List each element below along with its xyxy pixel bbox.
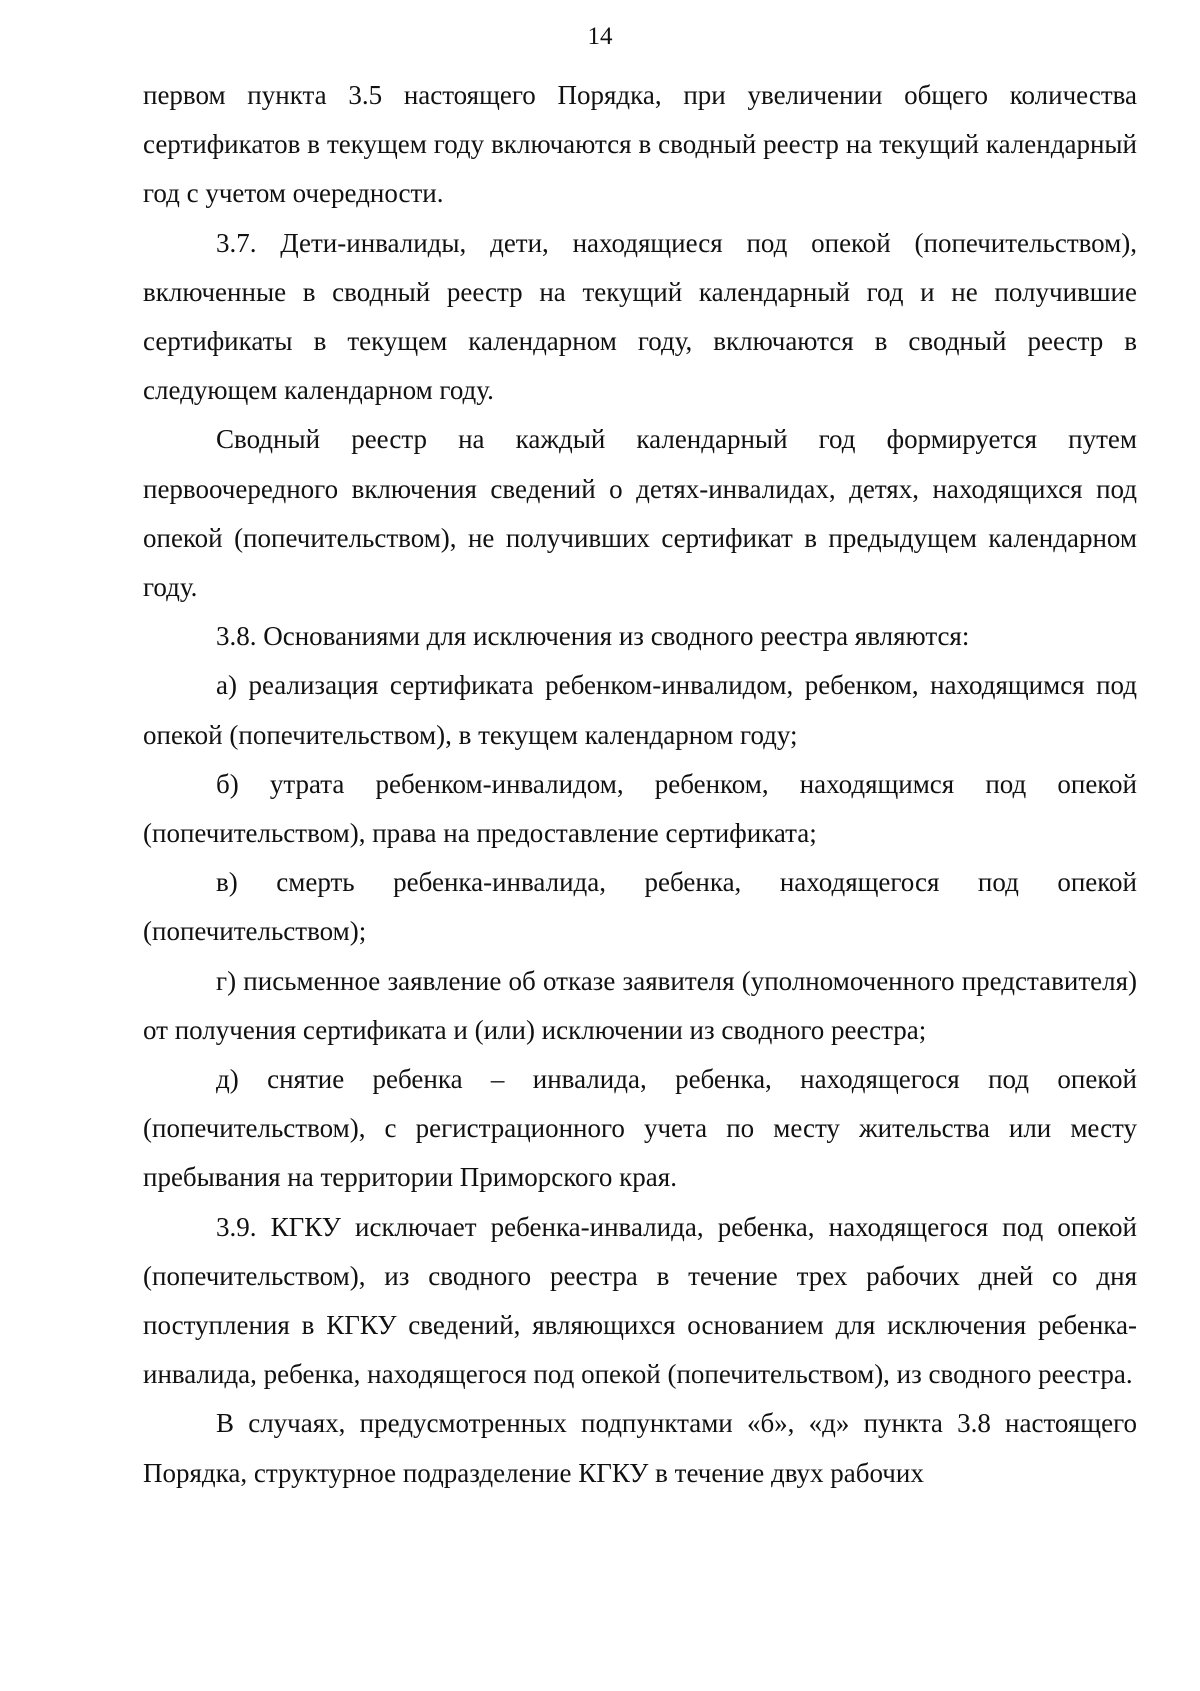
page-number: 14	[587, 23, 613, 50]
list-item-b: б) утрата ребенком-инвалидом, ребенком, находящимся под опекой (попечительством), права на предоставление сертификата;	[143, 768, 1137, 849]
paragraph-cases: В случаях, предусмотренных подпунктами «б», «д» пункта 3.8 настоящего Порядка, структурное подразделение КГКУ в течение двух рабочих	[143, 1408, 1137, 1488]
list-item-d: д) снятие ребенка – инвалида, ребенка, находящегося под опекой (попечительством), с регистрационного учета по месту жительства или месту пребывания на территории Приморского края.	[143, 1064, 1137, 1193]
list-item-a: а) реализация сертификата ребенком-инвалидом, ребенком, находящимся под опекой (попечительством), в текущем календарном году;	[143, 670, 1137, 750]
paragraph-3-7: 3.7. Дети-инвалиды, дети, находящиеся под опекой (попечительством), включенные в сводный реестр на текущий календарный год и не получившие сертификаты в текущем календарном году, включаются в сводный реестр в следующем календарном году.	[143, 227, 1137, 406]
list-item-g: г) письменное заявление об отказе заявителя (уполномоченного представителя) от получения сертификата и (или) исключении из сводного реестра;	[143, 965, 1137, 1045]
document-body	[143, 71, 1137, 1498]
paragraph-3-8: 3.8. Основаниями для исключения из сводного реестра являются:	[216, 621, 970, 652]
paragraph-continuation: первом пункта 3.5 настоящего Порядка, при увеличении общего количества сертификатов в текущем году включаются в сводный реестр на текущий календарный год с учетом очередности.	[143, 80, 1137, 209]
list-item-v: в) смерть ребенка-инвалида, ребенка, находящегося под опекой (попечительством);	[143, 867, 1137, 947]
paragraph-3-9: 3.9. КГКУ исключает ребенка-инвалида, ребенка, находящегося под опекой (попечительством), из сводного реестра в течение трех рабочих дней со дня поступления в КГКУ сведений, являющихся основанием для исключения ребенка-инвалида, ребенка, находящегося под опекой (попечительством), из сводного реестра.	[143, 1211, 1137, 1390]
paragraph-registry-formation: Сводный реестр на каждый календарный год формируется путем первоочередного включения сведений о детях-инвалидах, детях, находящихся под опекой (попечительством), не получивших сертификат в предыдущем календарном году.	[143, 424, 1137, 603]
